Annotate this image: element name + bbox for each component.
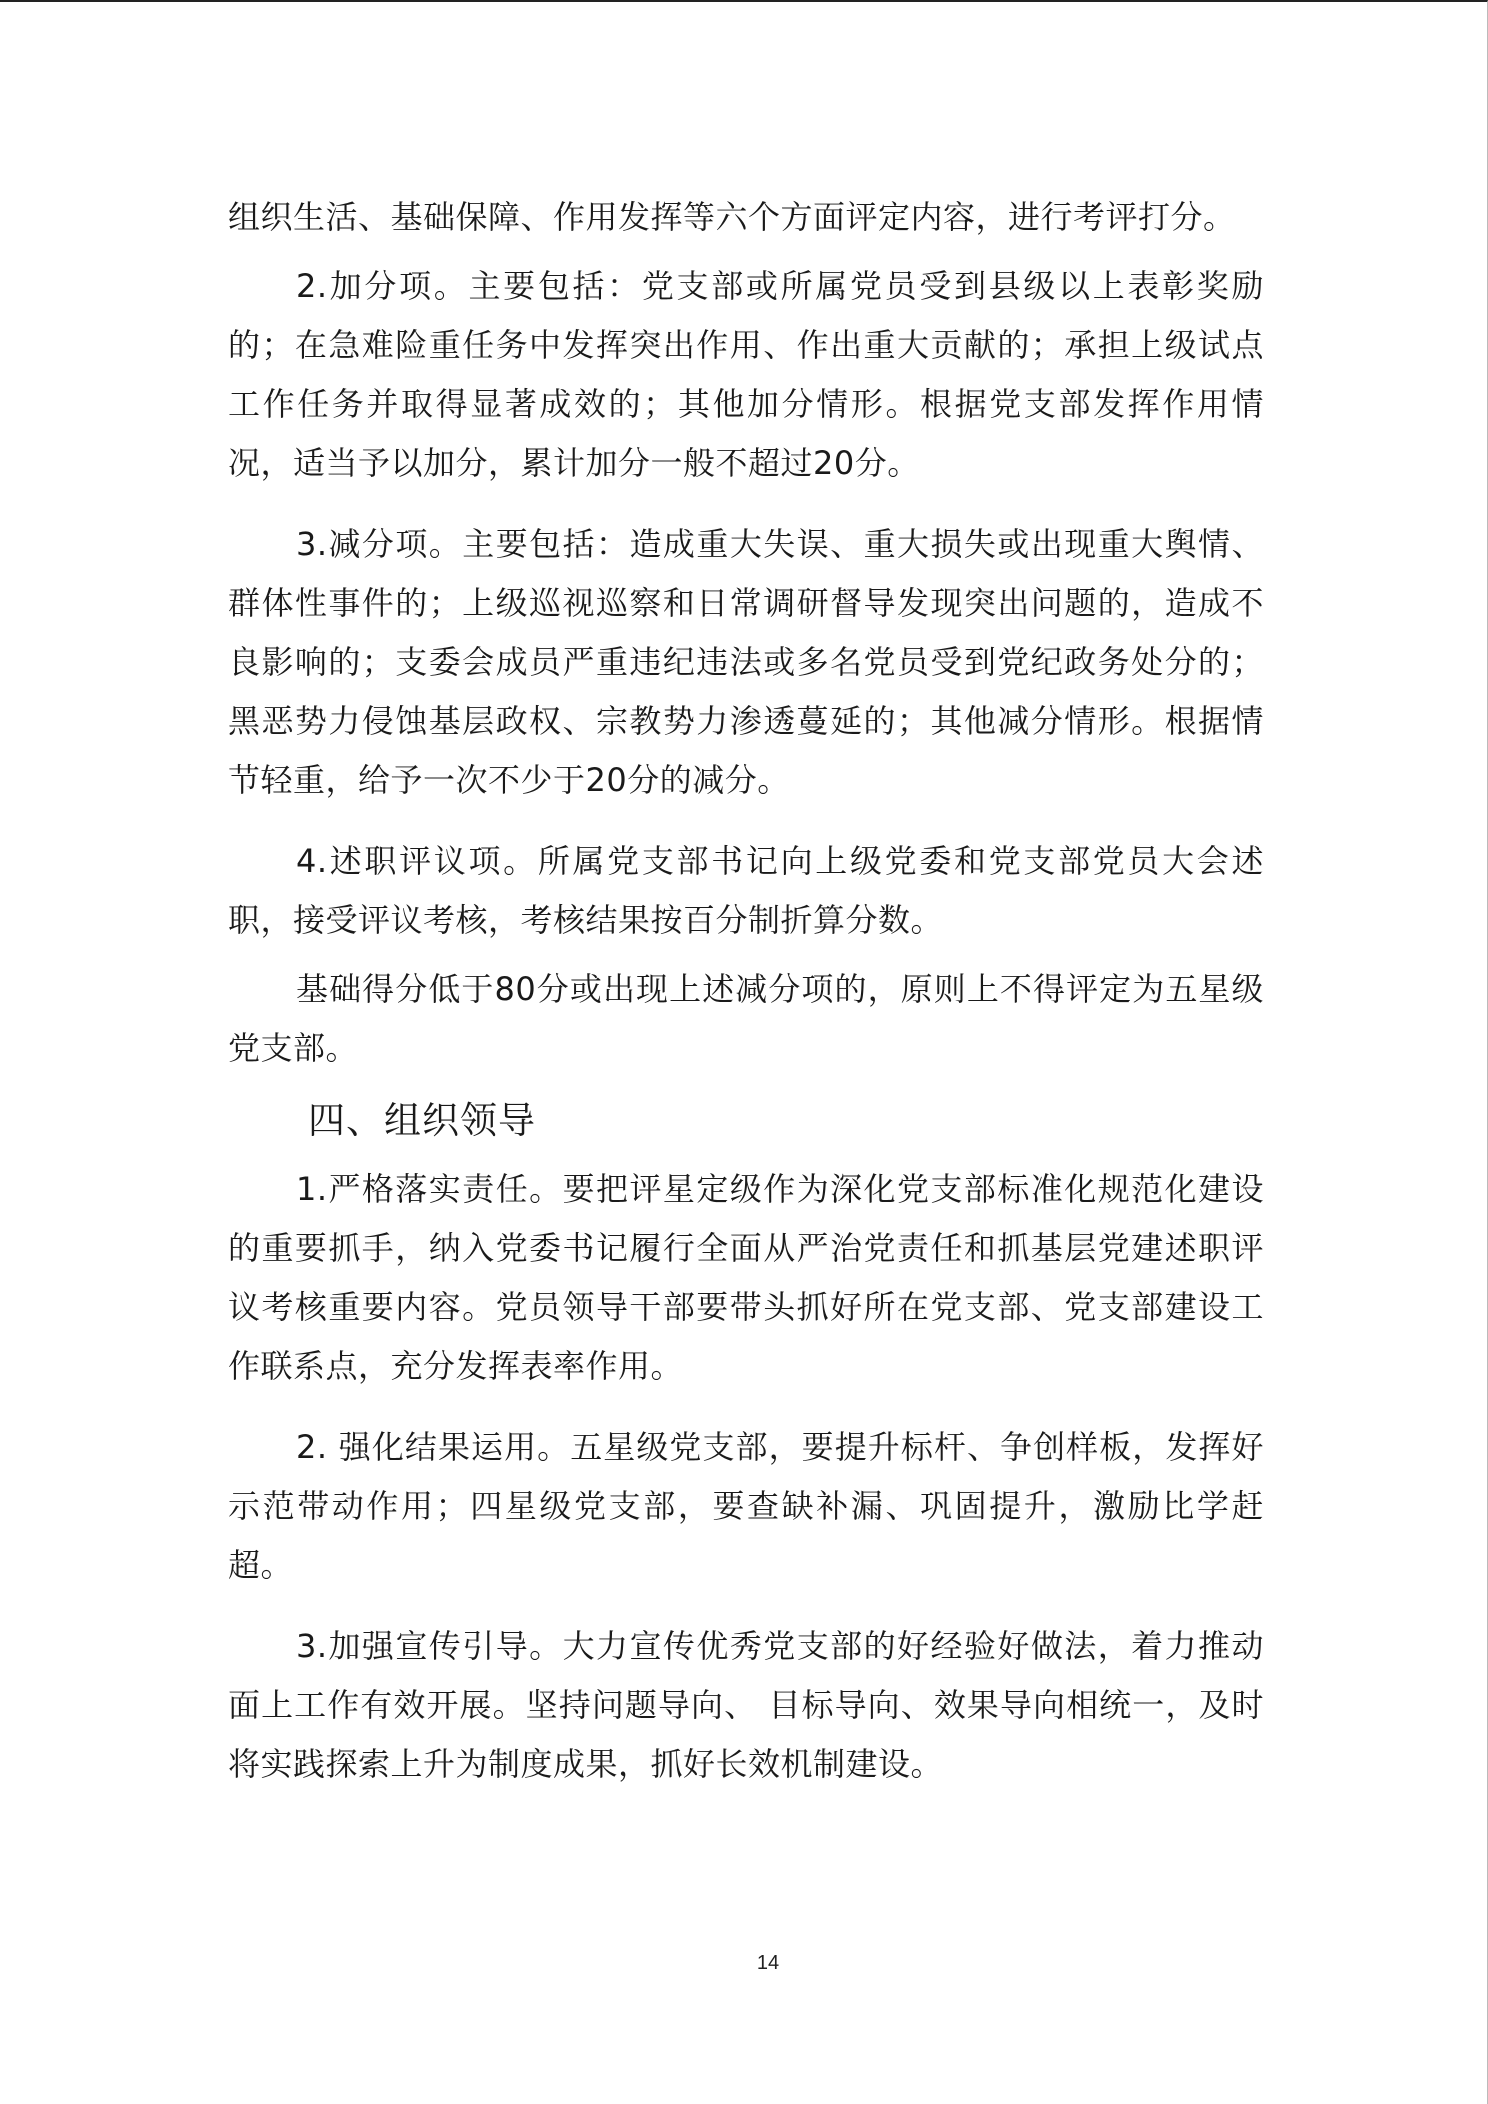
paragraph-results-use: 2. 强化结果运用。五星级党支部，要提升标杆、争创样板，发挥好示范带动作用；四星级党支部，要查缺补漏、巩固提升，激励比学赶超。 xyxy=(228,1428,1264,1584)
paragraph-review-items: 4.述职评议项。所属党支部书记向上级党委和党支部党员大会述职，接受评议考核，考核结果按百分制折算分数。 xyxy=(228,842,1264,939)
paragraph-continuation: 组织生活、基础保障、作用发挥等六个方面评定内容，进行考评打分。 xyxy=(228,198,1236,236)
paragraph-deduction-items: 3.减分项。主要包括：造成重大失误、重大损失或出现重大舆情、群体性事件的；上级巡视巡察和日常调研督导发现突出问题的，造成不良影响的；支委会成员严重违纪违法或多名党员受到党纪政务处分的；黑恶势力侵蚀基层政权、宗教势力渗透蔓延的；其他减分情形。根据情节轻重，给予一次不少于20分的减分。 xyxy=(228,525,1264,799)
page-body xyxy=(228,188,1264,1794)
paragraph-responsibility: 1.严格落实责任。要把评星定级作为深化党支部标准化规范化建设的重要抓手，纳入党委书记履行全面从严治党责任和抓基层党建述职评议考核重要内容。党员领导干部要带头抓好所在党支部、党支部建设工作联系点，充分发挥表率作用。 xyxy=(228,1170,1264,1385)
paragraph-score-threshold: 基础得分低于80分或出现上述减分项的，原则上不得评定为五星级党支部。 xyxy=(228,970,1264,1067)
page-number: 14 xyxy=(756,1952,780,1974)
paragraph-publicity: 3.加强宣传引导。大力宣传优秀党支部的好经验好做法，着力推动面上工作有效开展。坚持问题导向、 目标导向、效果导向相统一，及时将实践探索上升为制度成果，抓好长效机制建设。 xyxy=(228,1627,1264,1783)
section-heading-organization: 四、组织领导 xyxy=(308,1099,536,1142)
paragraph-bonus-items: 2.加分项。主要包括：党支部或所属党员受到县级以上表彰奖励的；在急难险重任务中发挥突出作用、作出重大贡献的；承担上级试点工作任务并取得显著成效的；其他加分情形。根据党支部发挥作用情况，适当予以加分，累计加分一般不超过20分。 xyxy=(228,267,1264,482)
